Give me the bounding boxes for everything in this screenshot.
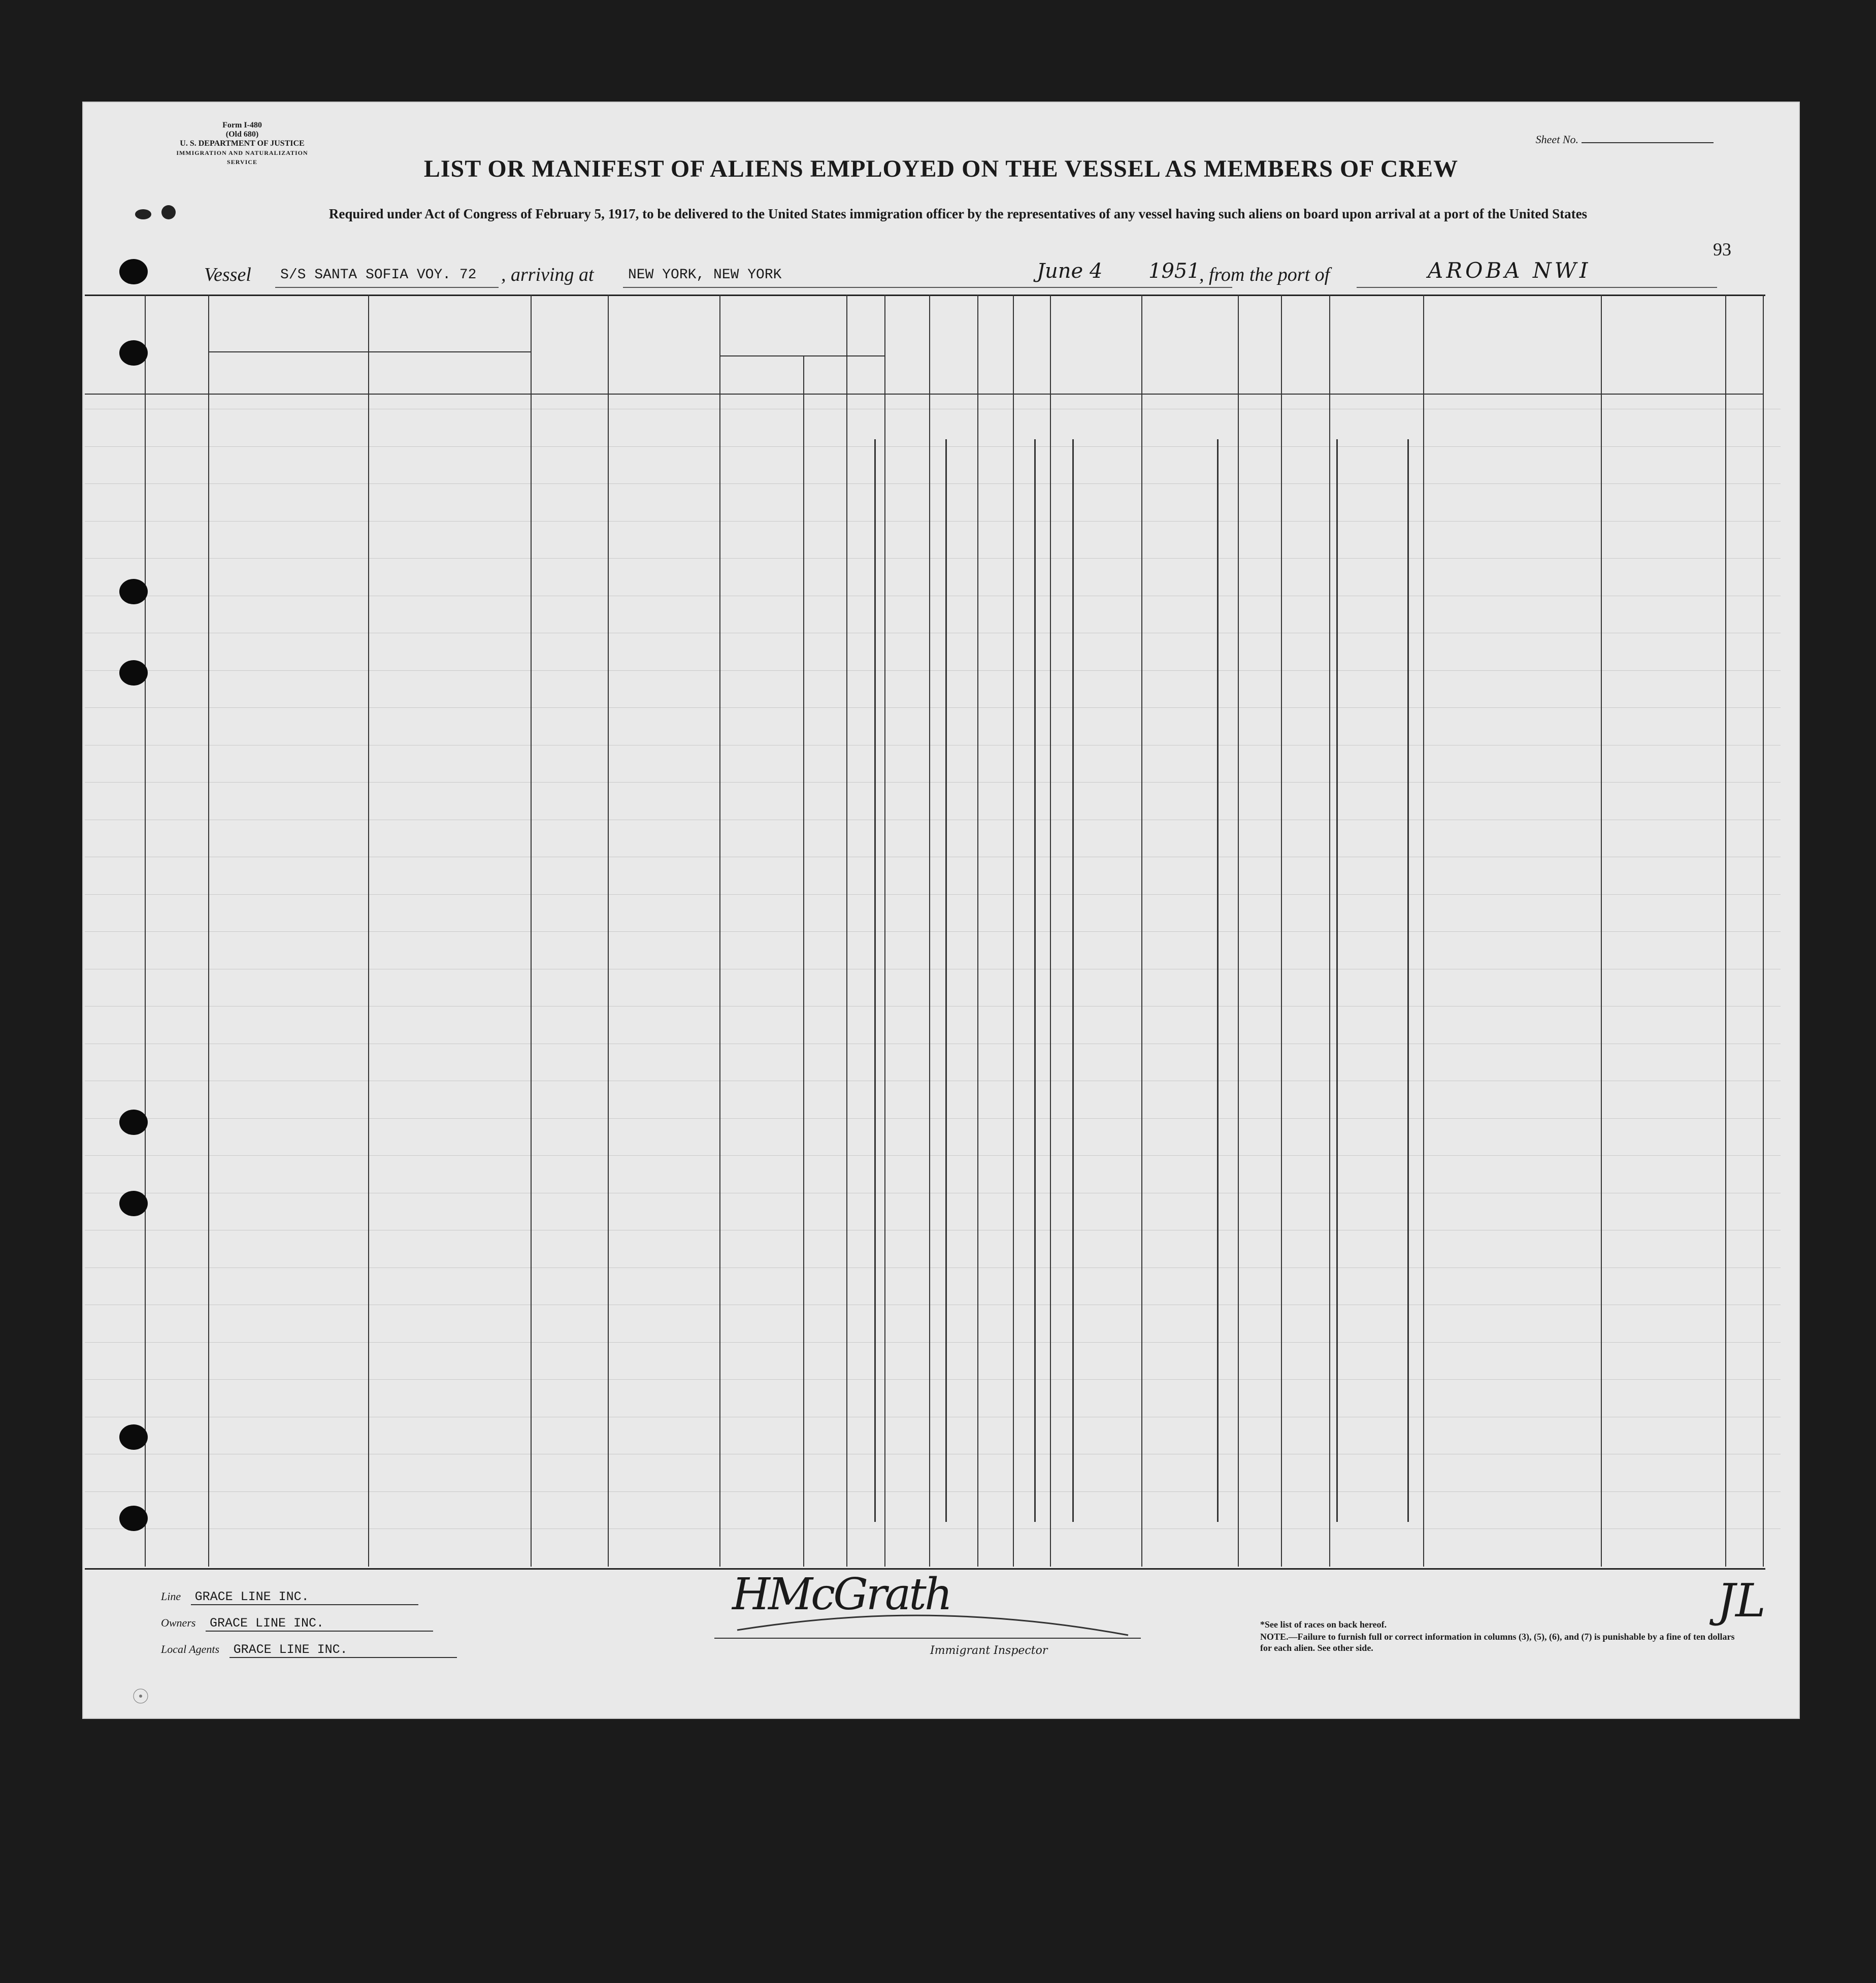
ruled-line <box>85 1267 1781 1268</box>
manifest-title: LIST OR MANIFEST OF ALIENS EMPLOYED ON THE VESSEL AS MEMBERS OF CREW <box>423 155 1459 182</box>
arrival-underline <box>623 287 1232 288</box>
agents-label: Local Agents <box>161 1643 220 1655</box>
manifest-page <box>82 102 1800 1719</box>
header-divider <box>85 394 1763 395</box>
column-divider <box>1238 295 1239 1567</box>
arriving-label: , arriving at <box>501 264 594 285</box>
binder-hole <box>119 259 148 284</box>
column-divider <box>929 295 930 1567</box>
arrival-date: June 4 <box>1037 259 1103 283</box>
ditto-mark <box>1336 439 1338 1522</box>
column-divider <box>1013 295 1014 1567</box>
column-divider <box>1725 295 1726 1567</box>
owners-label: Owners <box>161 1616 196 1629</box>
ruled-line <box>85 1491 1781 1492</box>
ruled-line <box>85 558 1781 559</box>
column-divider <box>608 295 609 1567</box>
signature-flourish-icon <box>732 1595 1138 1640</box>
sheet-number <box>1536 133 1714 146</box>
column-divider <box>368 295 369 1567</box>
owners-value: GRACE LINE INC. <box>206 1616 433 1632</box>
ruled-line <box>85 1155 1781 1156</box>
form-number: Form I-480 <box>222 121 262 129</box>
ruled-line <box>85 1379 1781 1380</box>
binder-hole <box>119 1506 148 1531</box>
service-name: IMMIGRATION AND NATURALIZATION SERVICE <box>176 149 308 166</box>
ruled-line <box>85 894 1781 895</box>
ruled-line <box>85 1342 1781 1343</box>
ruled-line <box>85 782 1781 783</box>
binder-hole <box>119 1424 148 1450</box>
vessel-label: Vessel <box>204 264 251 285</box>
column-divider <box>1141 295 1142 1567</box>
ditto-mark <box>1034 439 1036 1522</box>
binder-hole <box>119 340 148 366</box>
ditto-mark <box>1072 439 1074 1522</box>
owners-field <box>161 1616 433 1632</box>
sheet-label: Sheet No. <box>1535 133 1578 146</box>
column-divider <box>884 295 885 1567</box>
sheet-number-field[interactable] <box>1582 142 1714 143</box>
penalty-note: NOTE.—Failure to furnish full or correct information in columns (3), (5), (6), and (7) is punishable by a fine of ten dollars for each alien. See other side. <box>1260 1632 1735 1653</box>
ruled-line <box>85 1118 1781 1119</box>
department-name: U. S. DEPARTMENT OF JUSTICE <box>180 139 305 148</box>
crew-table-frame <box>85 295 1765 1570</box>
column-divider <box>1423 295 1424 1567</box>
inspector-initials: JL <box>1717 1574 1766 1628</box>
departure-port: AROBA NWI <box>1428 258 1591 283</box>
inspector-signature: HMcGrath <box>732 1569 951 1620</box>
column-divider <box>977 295 978 1567</box>
vessel-name: S/S SANTA SOFIA VOY. 72 <box>280 267 477 283</box>
arrival-port: NEW YORK, NEW YORK <box>628 267 782 283</box>
page-number: 93 <box>1713 239 1731 259</box>
line-label: Line <box>161 1590 181 1603</box>
agents-field <box>161 1642 457 1658</box>
line-value: GRACE LINE INC. <box>191 1589 418 1605</box>
column-divider <box>1763 295 1764 1567</box>
races-note: *See list of races on back hereof. <box>1260 1619 1387 1630</box>
binder-hole <box>119 660 148 686</box>
signature-line <box>714 1638 1141 1639</box>
column-divider <box>145 295 146 1567</box>
form-old-number: (Old 680) <box>225 130 259 139</box>
ruled-line <box>85 521 1781 522</box>
ditto-mark <box>1217 439 1219 1522</box>
column-divider <box>1329 295 1330 1567</box>
ink-blot-icon <box>128 198 184 229</box>
vessel-info <box>204 256 1717 288</box>
column-divider <box>1601 295 1602 1567</box>
agents-value: GRACE LINE INC. <box>229 1642 457 1658</box>
manifest-subtitle: Required under Act of Congress of February 5, 1917, to be delivered to the United States immigration officer by the representatives of any vessel having such aliens on board upon arrival at a port of the United States <box>328 206 1588 221</box>
ditto-mark <box>945 439 947 1522</box>
printer-seal-icon <box>128 1686 153 1706</box>
binder-hole <box>119 1110 148 1135</box>
column-divider <box>531 295 532 1567</box>
column-divider <box>1050 295 1051 1567</box>
inspector-label: Immigrant Inspector <box>930 1644 1048 1657</box>
column-divider <box>208 295 209 1567</box>
vessel-underline <box>275 287 499 288</box>
ruled-line <box>85 446 1781 447</box>
ditto-mark <box>874 439 876 1522</box>
column-divider <box>1281 295 1282 1567</box>
arrival-year: 1951 <box>1148 259 1200 283</box>
ditto-mark <box>1407 439 1409 1522</box>
binder-hole <box>119 1191 148 1216</box>
line-field <box>161 1589 418 1605</box>
column-divider <box>719 295 720 1567</box>
shipped-subheader-divider <box>719 355 884 356</box>
name-subheader-divider <box>208 351 531 352</box>
ruled-line <box>85 931 1781 932</box>
column-divider <box>803 355 804 1567</box>
port-underline <box>1357 287 1717 288</box>
binder-hole <box>119 579 148 604</box>
column-divider <box>846 295 847 1567</box>
ruled-line <box>85 707 1781 708</box>
from-port-label: , from the port of <box>1199 264 1330 285</box>
ruled-line <box>85 483 1781 484</box>
ruled-line <box>85 670 1781 671</box>
